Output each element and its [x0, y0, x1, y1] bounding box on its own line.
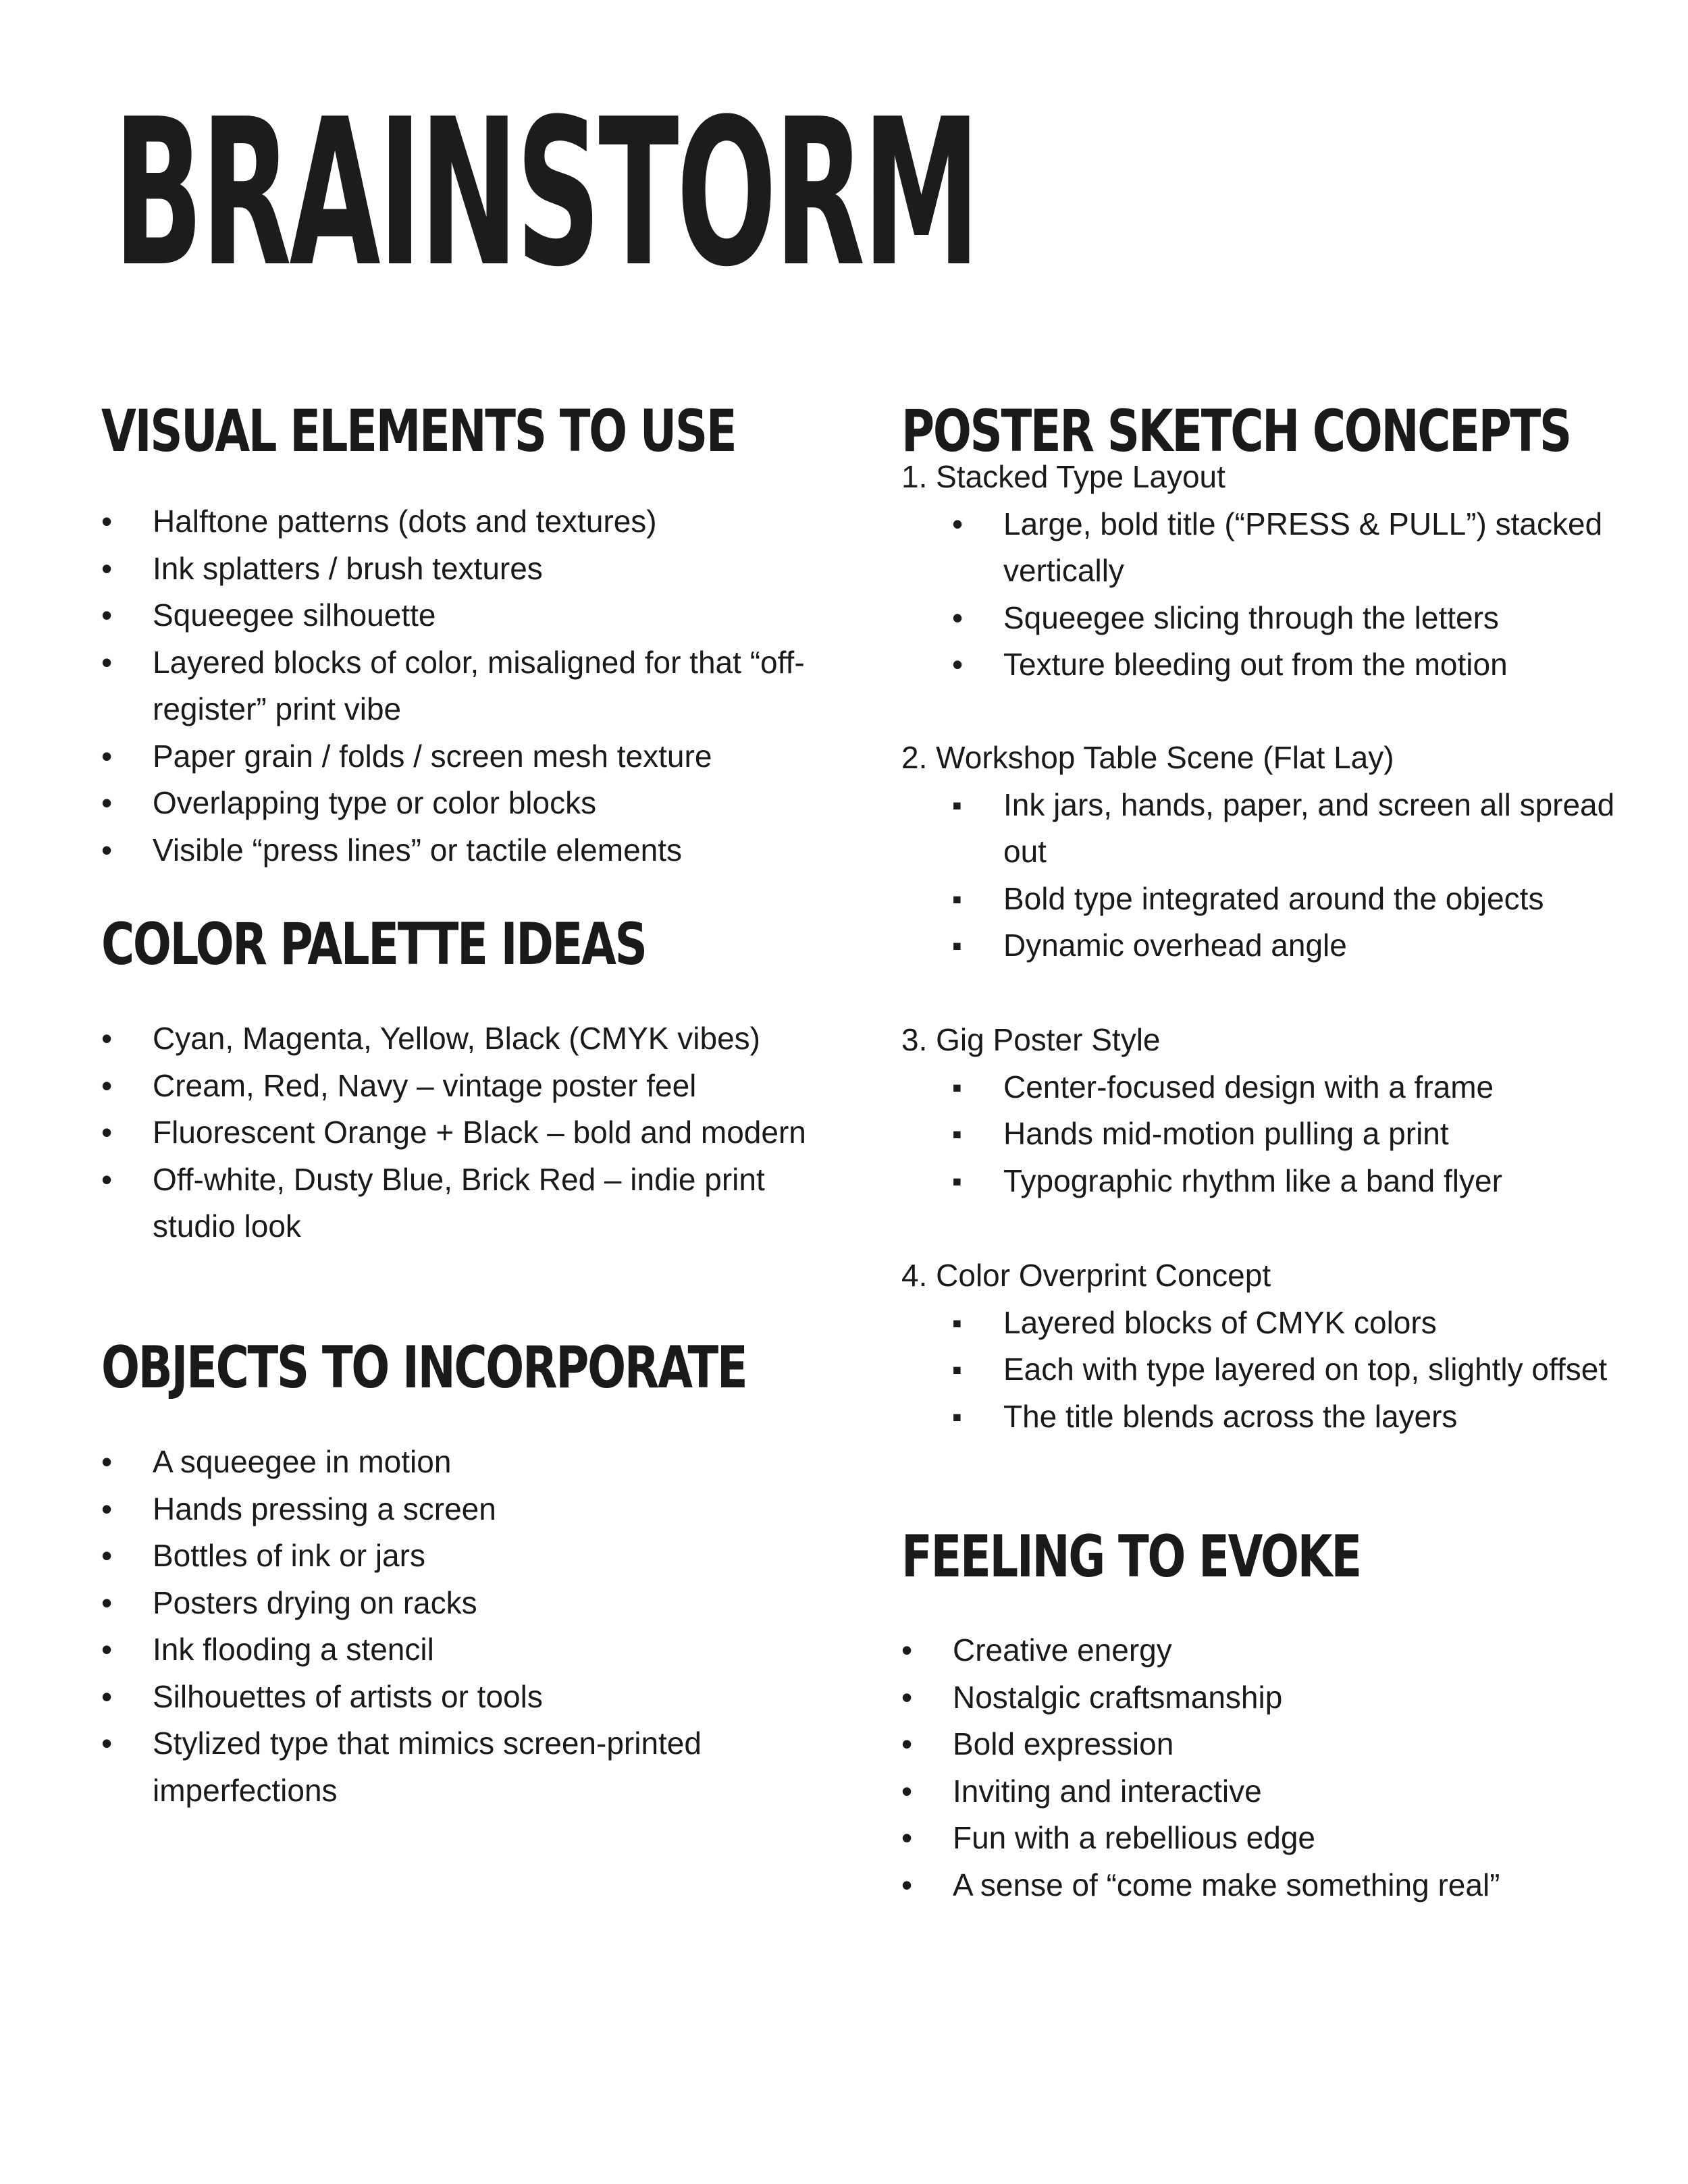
- list-item: • Large, bold title (“PRESS & PULL”) stacked vertically: [952, 501, 1647, 595]
- concept-4-list: [952, 1300, 1647, 1441]
- list-item: • Bold expression: [901, 1721, 1651, 1768]
- list-item: • Texture bleeding out from the motion: [952, 641, 1647, 689]
- objects-heading: OBJECTS TO INCORPORATE: [101, 1334, 747, 1402]
- list-item: • Hands pressing a screen: [101, 1486, 830, 1533]
- list-item: • Visible “press lines” or tactile elements: [101, 827, 830, 874]
- list-item: • Halftone patterns (dots and textures): [101, 498, 830, 545]
- list-item: ▪ Bold type integrated around the objects: [952, 876, 1647, 923]
- visual-elements-list: [101, 498, 830, 874]
- list-item: ▪ The title blends across the layers: [952, 1393, 1647, 1441]
- list-item: • Layered blocks of color, misaligned for that “off-register” print vibe: [101, 639, 830, 733]
- concept-title: 2. Workshop Table Scene (Flat Lay): [901, 740, 1394, 775]
- list-item: • A sense of “come make something real”: [901, 1862, 1651, 1909]
- visual-elements-heading: VISUAL ELEMENTS TO USE: [101, 398, 736, 465]
- list-item: • Fun with a rebellious edge: [901, 1815, 1651, 1862]
- list-item: • Nostalgic craftsmanship: [901, 1674, 1651, 1722]
- list-item: • Creative energy: [901, 1627, 1651, 1674]
- concept-4: [901, 1252, 1651, 1440]
- list-item: ▪ Dynamic overhead angle: [952, 922, 1647, 969]
- list-item: • Squeegee silhouette: [101, 592, 830, 639]
- concept-3-list: [952, 1064, 1647, 1205]
- list-item: • Cyan, Magenta, Yellow, Black (CMYK vibes): [101, 1015, 830, 1063]
- page-title: [113, 76, 991, 311]
- list-item: • Stylized type that mimics screen-printed imperfections: [101, 1720, 830, 1814]
- feeling-list: [901, 1627, 1651, 1909]
- list-item: • A squeegee in motion: [101, 1439, 830, 1486]
- page-title-text: BRAINSTORM: [113, 76, 978, 311]
- list-item: • Inviting and interactive: [901, 1768, 1651, 1815]
- list-item: ▪ Hands mid-motion pulling a print: [952, 1111, 1647, 1158]
- concept-1-list: [952, 501, 1647, 689]
- concept-2-list: [952, 782, 1647, 969]
- list-item: • Fluorescent Orange + Black – bold and modern: [101, 1109, 830, 1156]
- list-item: ▪ Typographic rhythm like a band flyer: [952, 1158, 1647, 1205]
- list-item: ▪ Center-focused design with a frame: [952, 1064, 1647, 1111]
- list-item: • Cream, Red, Navy – vintage poster feel: [101, 1063, 830, 1110]
- list-item: • Paper grain / folds / screen mesh texture: [101, 733, 830, 780]
- list-item: • Bottles of ink or jars: [101, 1533, 830, 1580]
- list-item: • Squeegee slicing through the letters: [952, 595, 1647, 642]
- list-item: • Overlapping type or color blocks: [101, 780, 830, 827]
- concept-1: [901, 454, 1651, 689]
- color-palette-list: [101, 1015, 830, 1250]
- concept-2: [901, 735, 1651, 969]
- list-item: • Silhouettes of artists or tools: [101, 1674, 830, 1721]
- color-palette-heading: COLOR PALETTE IDEAS: [101, 911, 646, 978]
- list-item: • Ink flooding a stencil: [101, 1626, 830, 1674]
- list-item: • Off-white, Dusty Blue, Brick Red – indie print studio look: [101, 1156, 830, 1250]
- list-item: ▪ Each with type layered on top, slightly offset: [952, 1346, 1647, 1393]
- feeling-heading: FEELING TO EVOKE: [901, 1523, 1361, 1591]
- list-item: • Posters drying on racks: [101, 1580, 830, 1627]
- list-item: ▪ Ink jars, hands, paper, and screen all spread out: [952, 782, 1647, 876]
- concept-title: 3. Gig Poster Style: [901, 1022, 1161, 1057]
- concept-3: [901, 1017, 1651, 1204]
- list-item: • Ink splatters / brush textures: [101, 545, 830, 593]
- concept-title: 1. Stacked Type Layout: [901, 459, 1225, 494]
- concept-title: 4. Color Overprint Concept: [901, 1258, 1271, 1293]
- objects-list: [101, 1439, 830, 1814]
- list-item: ▪ Layered blocks of CMYK colors: [952, 1300, 1647, 1347]
- poster-concepts-heading: POSTER SKETCH CONCEPTS: [901, 398, 1571, 465]
